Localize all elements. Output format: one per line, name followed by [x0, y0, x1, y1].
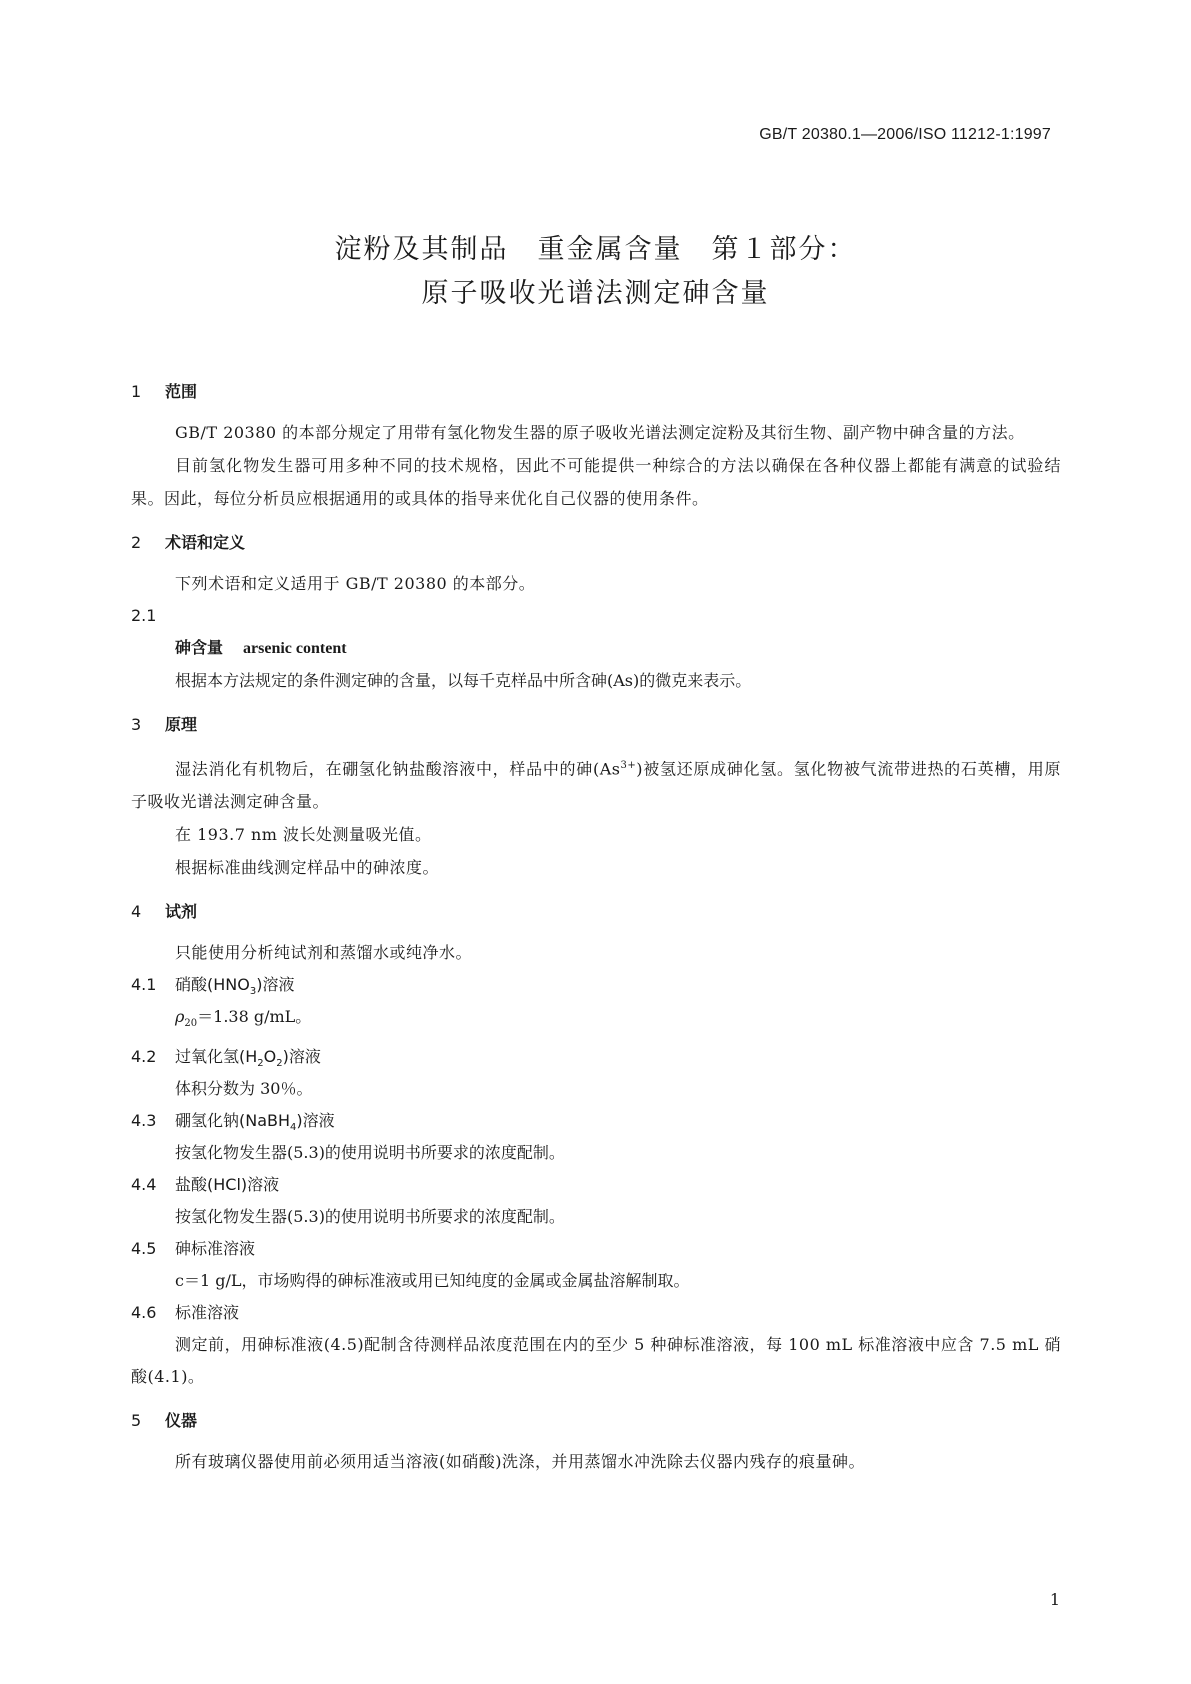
- subclause-heading: [131, 1105, 1061, 1137]
- text-run: ρ: [175, 1007, 185, 1027]
- subclause-number: 4.3: [131, 1110, 157, 1130]
- text-run: 湿法消化有机物后，在硼氢化钠盐酸溶液中，样品中的砷(As: [175, 759, 621, 779]
- subclause-number: 2.1: [131, 606, 157, 625]
- section-paragraph: 所有玻璃仪器使用前必须用适当溶液(如硝酸)洗涤，并用蒸馏水冲洗除去仪器内残存的痕量砷。: [175, 1451, 865, 1471]
- subclause-heading: [131, 969, 1061, 1001]
- section-number: 4: [131, 902, 142, 922]
- section-number: 2: [131, 533, 142, 552]
- subclause-heading: [131, 1233, 1061, 1265]
- subclause-title: [175, 975, 295, 998]
- text-run: )被氢还原成砷化氢。氢化物被气流带进热的石英槽，用原子吸收光谱法测定砷含量。: [131, 759, 1062, 812]
- text-run: 硼氢化钠(NaBH: [175, 1110, 291, 1130]
- section-paragraph: 只能使用分析纯试剂和蒸馏水或纯净水。: [175, 943, 473, 963]
- text-run: 过氧化氢(H: [175, 1046, 258, 1066]
- subclause-number: 4.4: [131, 1174, 157, 1194]
- subclause-heading: [131, 1169, 1061, 1201]
- subscript: 4: [290, 1121, 297, 1133]
- section-number: 1: [131, 382, 142, 401]
- subclause-number: 4.1: [131, 975, 157, 995]
- subscript: 3: [249, 986, 257, 998]
- term-chinese: 砷含量: [175, 638, 224, 657]
- subclause-body: [131, 1001, 1061, 1040]
- subclause-title: 砷标准溶液: [175, 1238, 256, 1258]
- text-run: )溶液: [296, 1110, 335, 1130]
- superscript: 3+: [620, 760, 637, 771]
- section-number: 5: [131, 1410, 142, 1430]
- section-paragraph: 目前氢化物发生器可用多种不同的技术规格，因此不可能提供一种综合的方法以确保在各种仪器上都能有满意的试验结果。因此，每位分析员应根据通用的或具体的指导来优化自己仪器的使用条件。: [131, 456, 1061, 508]
- section-paragraph: GB/T 20380 的本部分规定了用带有氢化物发生器的原子吸收光谱法测定淀粉及其衍生物、副产物中砷含量的方法。: [175, 423, 1025, 442]
- section-heading-reagents: [131, 892, 1061, 932]
- document-body: [131, 372, 1061, 1478]
- subclause-heading: [131, 1041, 1061, 1073]
- section-paragraph: 在 193.7 nm 波长处测量吸光值。: [175, 825, 432, 845]
- text-run: )溶液: [282, 1046, 321, 1066]
- subclause-body: 按氢化物发生器(5.3)的使用说明书所要求的浓度配制。: [175, 1142, 565, 1162]
- subscript: 2: [257, 1057, 264, 1069]
- title-line-2: 原子吸收光谱法测定砷含量: [421, 278, 770, 309]
- section-title: 试剂: [165, 902, 198, 922]
- standard-id: GB/T 20380.1—2006/ISO 11212-1:1997: [759, 126, 1051, 143]
- section-paragraph: 下列术语和定义适用于 GB/T 20380 的本部分。: [175, 574, 536, 593]
- text-run: 硝酸(HNO: [175, 975, 250, 995]
- section-title: 术语和定义: [165, 533, 246, 552]
- section-heading-principle: [131, 705, 1061, 745]
- title-line-1: 淀粉及其制品 重金属含量 第１部分：: [334, 234, 857, 265]
- text-run: )溶液: [256, 975, 295, 995]
- subclause-title: [175, 1046, 321, 1069]
- subclause-body: 按氢化物发生器(5.3)的使用说明书所要求的浓度配制。: [175, 1206, 565, 1226]
- section-number: 3: [131, 715, 142, 734]
- text-run: O: [263, 1046, 277, 1066]
- subclause-body: c＝1 g/L，市场购得的砷标准液或用已知纯度的金属或金属盐溶解制取。: [175, 1270, 690, 1290]
- term-entry: [131, 632, 1061, 665]
- subclause-body: 测定前，用砷标准液(4.5)配制含待测样品浓度范围在内的至少 5 种砷标准溶液，每 100 mL 标准溶液中应含 7.5 mL 硝酸(4.1)。: [131, 1334, 1061, 1386]
- subclause-title: 标准溶液: [175, 1302, 240, 1322]
- term-english: arsenic content: [243, 640, 347, 657]
- section-title: 仪器: [165, 1410, 198, 1430]
- section-title: 范围: [165, 382, 198, 401]
- page-number: 1: [1049, 1590, 1060, 1609]
- term-definition: 根据本方法规定的条件测定砷的含量，以每千克样品中所含砷(As)的微克来表示。: [175, 671, 752, 690]
- section-heading-terms: [131, 523, 1061, 563]
- section-paragraph: [131, 749, 1061, 818]
- section-heading-apparatus: [131, 1401, 1061, 1441]
- text-run: ＝1.38 g/mL。: [197, 1007, 312, 1027]
- subclause-body: 体积分数为 30％。: [175, 1078, 313, 1098]
- subclause-title: 盐酸(HCl)溶液: [175, 1174, 280, 1194]
- section-paragraph: 根据标准曲线测定样品中的砷浓度。: [175, 858, 440, 878]
- section-title: 原理: [165, 715, 198, 734]
- subclause-number: 4.2: [131, 1046, 157, 1066]
- subclause-number: 4.6: [131, 1302, 157, 1322]
- section-heading-scope: [131, 372, 1061, 412]
- subclause-number: 4.5: [131, 1238, 157, 1258]
- subclause-title: [175, 1110, 335, 1133]
- document-title: [0, 228, 1191, 316]
- subclause-heading: [131, 1297, 1061, 1329]
- subscript: 20: [184, 1018, 198, 1030]
- subscript: 2: [276, 1057, 283, 1069]
